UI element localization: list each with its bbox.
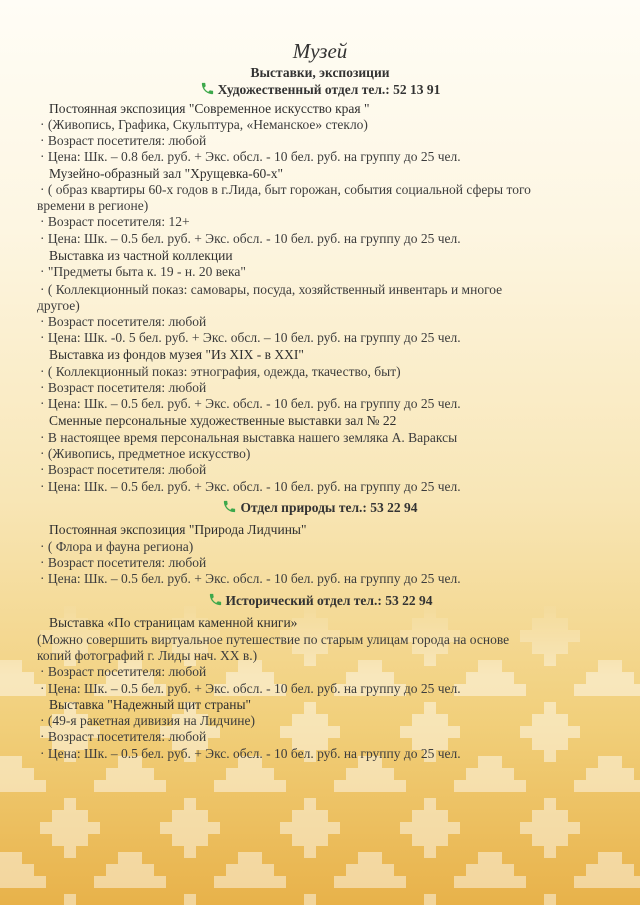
page-title: Музей [292,39,348,63]
exhibition-detail: · В настоящее время персональная выставка нашего земляка А. Вараксы [40,430,458,445]
exhibition-detail: · ( Коллекционный показ: этнография, одежда, ткачество, быт) [40,364,401,379]
department-heading-art: Художественный отдел тел.: 52 13 91 [0,81,640,98]
exhibition-detail: · Возраст посетителя: любой [40,133,207,148]
exhibition-detail: · Цена: Шк. – 0.5 бел. руб. + Экс. обсл. - 10 бел. руб. на группу до 25 чел. [40,681,461,696]
exhibition-title: Выставка из фондов музея "Из XIX - в XXI" [49,347,304,362]
exhibition-detail: · (49-я ракетная дивизия на Лидчине) [40,713,256,728]
phone-icon [200,81,215,96]
exhibition-title: Выставка из частной коллекции [49,248,233,263]
phone-icon [222,499,237,514]
exhibition-detail: · ( образ квартиры 60-х годов в г.Лида, быт горожан, события социальной сферы того [40,182,531,197]
department-heading-history: Исторический отдел тел.: 53 22 94 [0,592,640,609]
exhibition-title: Постоянная экспозиция "Современное искусство края " [49,101,370,116]
exhibition-detail: · Цена: Шк. – 0.5 бел. руб. + Экс. обсл. - 10 бел. руб. на группу до 25 чел. [40,479,461,494]
department-heading-nature: Отдел природы тел.: 53 22 94 [0,499,640,516]
exhibition-title: Музейно-образный зал "Хрущевка-60-х" [49,166,284,181]
exhibition-detail: · Возраст посетителя: любой [40,380,207,395]
exhibition-detail: времени в регионе) [37,198,149,213]
exhibition-detail: · (Живопись, Графика, Скульптура, «Неманское» стекло) [40,117,368,132]
exhibition-detail: · Цена: Шк. – 0.5 бел. руб. + Экс. обсл. - 10 бел. руб. на группу до 25 чел. [40,571,461,586]
exhibition-detail: · Цена: Шк. -0. 5 бел. руб. + Экс. обсл. – 10 бел. руб. на группу до 25 чел. [40,330,461,345]
exhibition-detail: · Возраст посетителя: любой [40,314,207,329]
exhibition-detail: · Возраст посетителя: любой [40,555,207,570]
exhibition-detail: · Возраст посетителя: любой [40,462,207,477]
exhibition-detail: · Цена: Шк. – 0.8 бел. руб. + Экс. обсл. - 10 бел. руб. на группу до 25 чел. [40,149,461,164]
phone-icon [208,592,223,607]
exhibition-title: Выставка "Надежный щит страны" [49,697,252,712]
exhibition-title: Сменные персональные художественные выставки зал № 22 [49,413,397,428]
exhibition-detail: · Возраст посетителя: любой [40,729,207,744]
exhibition-detail: · Возраст посетителя: любой [40,664,207,679]
exhibition-detail: другое) [37,298,80,313]
exhibition-detail: · ( Флора и фауна региона) [40,539,194,554]
exhibition-detail: · Возраст посетителя: 12+ [40,214,190,229]
exhibition-detail: · Цена: Шк. – 0.5 бел. руб. + Экс. обсл. - 10 бел. руб. на группу до 25 чел. [40,231,461,246]
exhibition-detail: · (Живопись, предметное искусство) [40,446,251,461]
section-subtitle: Выставки, экспозиции [250,65,390,80]
exhibition-detail: · Цена: Шк. – 0.5 бел. руб. + Экс. обсл. - 10 бел. руб. на группу до 25 чел. [40,746,461,761]
exhibition-detail: копий фотографий г. Лиды нач. XX в.) [37,648,258,663]
exhibition-detail: (Можно совершить виртуальное путешествие по старым улицам города на основе [37,632,510,647]
exhibition-detail: · "Предметы быта к. 19 - н. 20 века" [40,264,246,279]
exhibition-detail: · ( Коллекционный показ: самовары, посуда, хозяйственный инвентарь и многое [40,282,503,297]
exhibition-title: Постоянная экспозиция "Природа Лидчины" [49,522,307,537]
exhibition-detail: · Цена: Шк. – 0.5 бел. руб. + Экс. обсл. - 10 бел. руб. на группу до 25 чел. [40,396,461,411]
exhibition-title: Выставка «По страницам каменной книги» [49,615,298,630]
